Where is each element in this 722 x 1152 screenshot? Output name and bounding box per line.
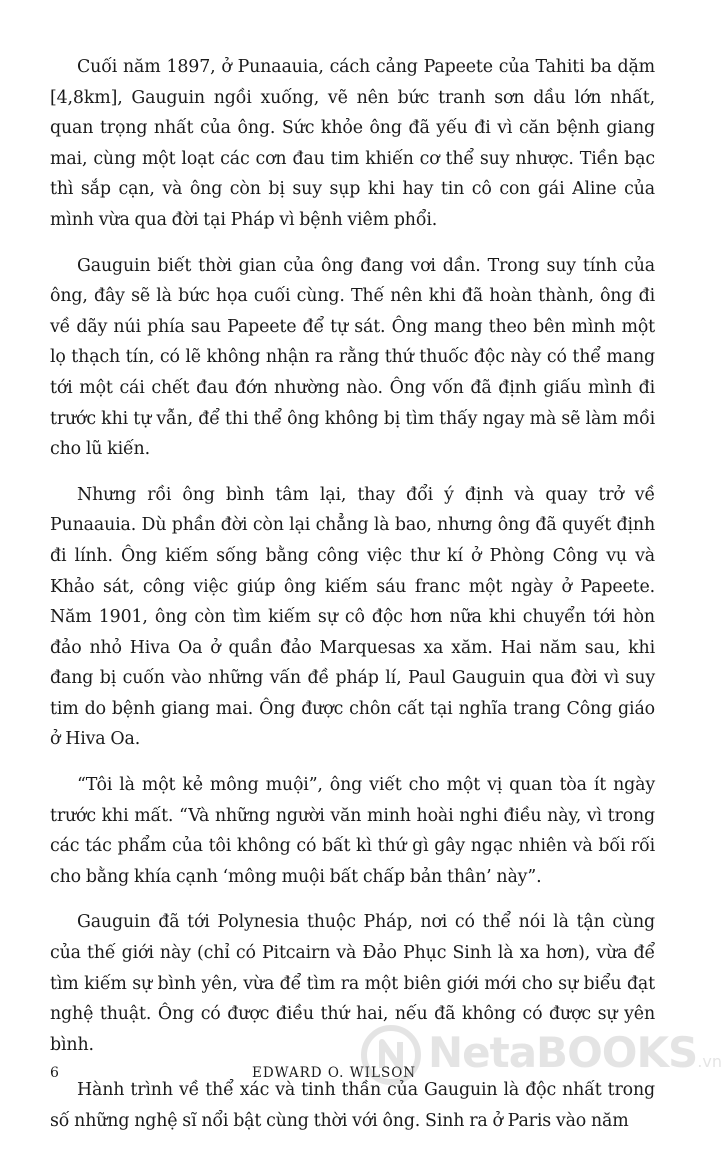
paragraph-4: “Tôi là một kẻ mông muội”, ông viết cho một vị quan tòa ít ngày trước khi mất. “Và những người văn minh hoài nghi điều này, vì trong các tác phẩm của tôi không có bất kì thứ gì gây ngạc nhiên và bối rối cho bằng khía cạnh ‘mông muội bất chấp bản thân’ này”. bbox=[50, 775, 655, 887]
paragraph-5: Gauguin đã tới Polynesia thuộc Pháp, nơi có thể nói là tận cùng của thế giới này (chỉ có Pitcairn và Đảo Phục Sinh là xa hơn), vừa để tìm kiếm sự bình yên, vừa để tìm ra một biên giới mới cho sự biểu đạt nghệ thuật. Ông có được điều thứ hai, nếu đã không có được sự yên bình. bbox=[50, 912, 655, 1055]
page-number: 6 bbox=[50, 1065, 59, 1081]
page-body bbox=[50, 52, 655, 1152]
watermark bbox=[360, 1022, 722, 1092]
paragraph-3: Nhưng rồi ông bình tâm lại, thay đổi ý định và quay trở về Punaauia. Dù phần đời còn lại chẳng là bao, nhưng ông đã quyết định đi lính. Ông kiếm sống bằng công việc thư kí ở Phòng Công vụ và Khảo sát, công việc giúp ông kiếm sáu franc một ngày ở Papeete. Năm 1901, ông còn tìm kiếm sự cô độc hơn nữa khi chuyển tới hòn đảo nhỏ Hiva Oa ở quần đảo Marquesas xa xăm. Hai năm sau, khi đang bị cuốn vào những vấn đề pháp lí, Paul Gauguin qua đời vì suy tim do bệnh giang mai. Ông được chôn cất tại nghĩa trang Công giáo ở Hiva Oa. bbox=[50, 484, 655, 750]
paragraph-1: Cuối năm 1897, ở Punaauia, cách cảng Papeete của Tahiti ba dặm [4,8km], Gauguin ngồi xuống, vẽ nên bức tranh sơn dầu lớn nhất, quan trọng nhất của ông. Sức khỏe ông đã yếu đi vì căn bệnh giang mai, cùng một loạt các cơn đau tim khiến cơ thể suy nhược. Tiền bạc thì sắp cạn, và ông còn bị suy sụp khi hay tin cô con gái Aline của mình vừa qua đời tại Pháp vì bệnh viêm phổi. bbox=[50, 57, 655, 230]
paragraph-6: Hành trình về thể xác và tinh thần của Gauguin là độc nhất trong số những nghệ sĩ nổi bật cùng thời với ông. Sinh ra ở Paris vào năm bbox=[50, 1080, 655, 1131]
watermark-suffix: .vn bbox=[697, 1052, 722, 1071]
netabooks-logo-icon bbox=[360, 1024, 422, 1086]
watermark-text bbox=[428, 1028, 722, 1077]
paragraph-2: Gauguin biết thời gian của ông đang vơi dần. Trong suy tính của ông, đây sẽ là bức họa cuối cùng. Thế nên khi đã hoàn thành, ông đi về dãy núi phía sau Papeete để tự sát. Ông mang theo bên mình một lọ thạch tín, có lẽ không nhận ra rằng thứ thuốc độc này có thể mang tới một cái chết đau đớn nhường nào. Ông vốn đã định giấu mình đi trước khi tự vẫn, để thi thể ông không bị tìm thấy ngay mà sẽ làm mồi cho lũ kiến. bbox=[50, 255, 655, 460]
watermark-brand: NetaBOOKS bbox=[428, 1028, 698, 1077]
running-head-author: EDWARD O. WILSON bbox=[252, 1065, 417, 1081]
